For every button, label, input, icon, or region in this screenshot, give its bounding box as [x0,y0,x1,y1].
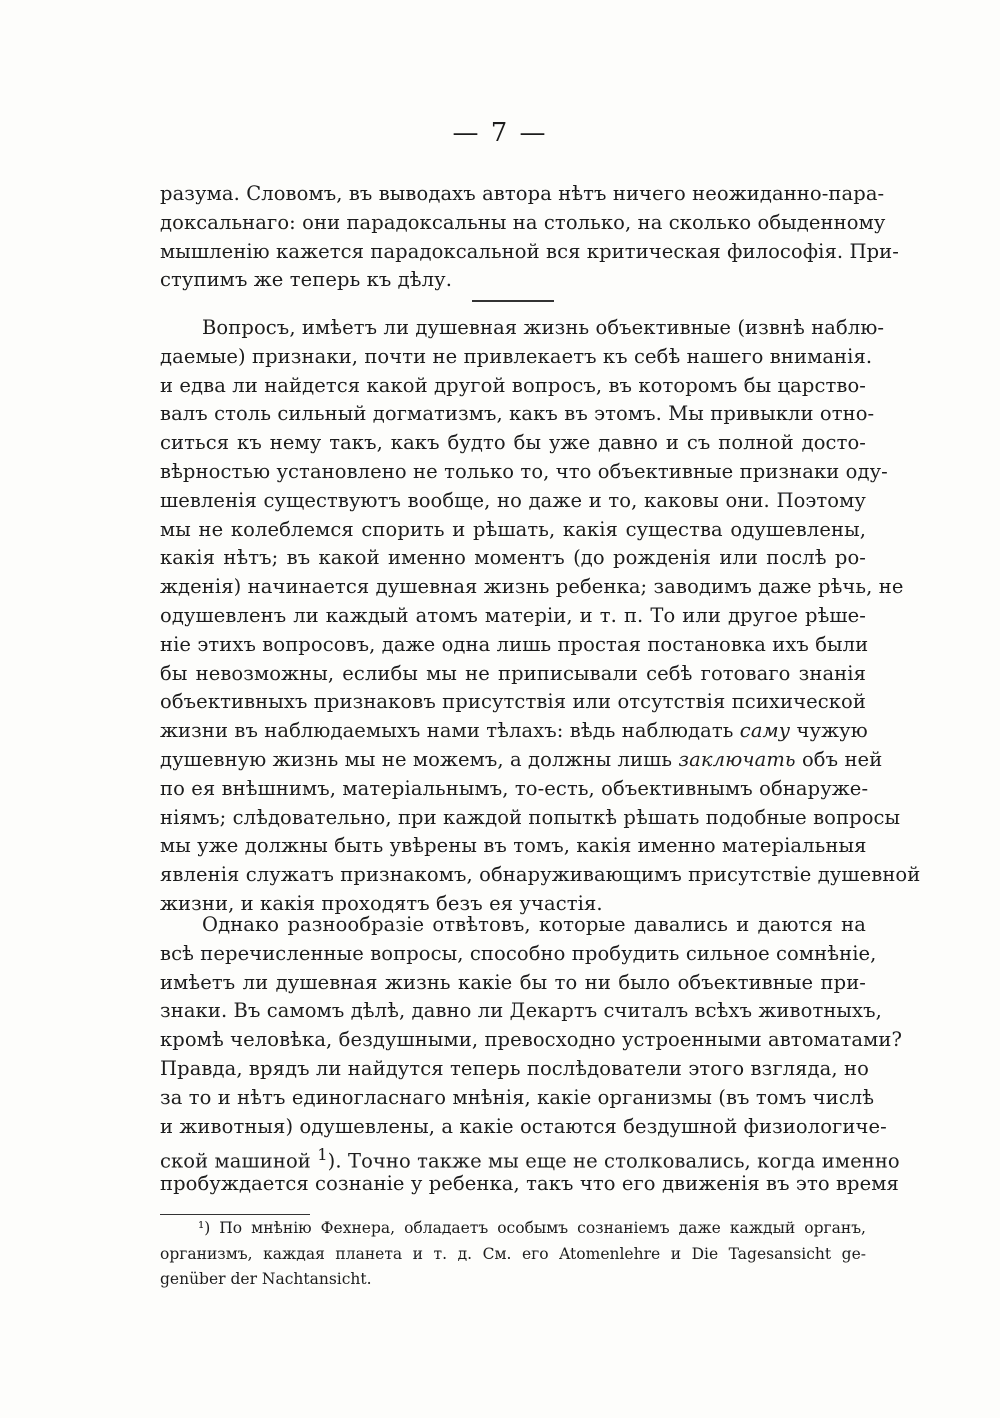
text-line: за то и нѣтъ единогласнаго мнѣнія, какіе организмы (въ томъ числѣ [160,1085,875,1109]
text-line: шевленія существуютъ вообще, но даже и то, каковы они. Поэтому [160,488,866,512]
text-line: мышленію кажется парадоксальной вся критическая философія. При- [160,239,899,263]
footnote-text: По мнѣнію Фехнера, обладаетъ особымъ сознаніемъ даже каждый органъ, [219,1219,866,1237]
text-line: вѣрностью установлено не только то, что объективные признаки оду- [160,459,888,483]
text-line: какія нѣтъ; въ какой именно моментъ (до рожденія или послѣ ро- [160,546,866,570]
text-line: знаки. Въ самомъ дѣлѣ, давно ли Декартъ считалъ всѣхъ животныхъ, [160,999,882,1023]
text-line [160,1141,900,1173]
text-line: и животныя) одушевлены, а какіе остаются бездушной физиологиче- [160,1114,887,1138]
text-line: одушевленъ ли каждый атомъ матеріи, и т. п. То или другое рѣше- [160,603,866,627]
text-line: мы не колеблемся спорить и рѣшать, какія существа одушевлены, [160,517,866,541]
text-line: валъ столь сильный догматизмъ, какъ въ этомъ. Мы привыкли отно- [160,402,875,426]
text-segment: чужую [796,719,868,743]
text-line: ситься къ нему такъ, какъ будто бы уже давно и съ полной досто- [160,431,866,455]
text-segment: объ ней [801,747,883,771]
text-line: доксальнаго: они парадоксальны на столько, на сколько обыденному [160,210,886,234]
text-line [160,746,883,775]
text-line: явленія служатъ признакомъ, обнаруживающимъ присутствіе душевной [160,863,921,887]
text-line: ступимъ же теперь къ дѣлу. [160,268,453,292]
text-segment: жизни въ наблюдаемыхъ нами тѣлахъ: вѣдь наблюдать [160,719,734,743]
text-line: жденія) начинается душевная жизнь ребенка; заводимъ даже рѣчь, не [160,575,904,599]
text-line: по ея внѣшнимъ, матеріальнымъ, то-есть, объективнымъ обнаруже- [160,776,869,800]
text-line: ніямъ; слѣдовательно, при каждой попыткѣ рѣшать подобные вопросы [160,805,901,829]
intro-paragraph [160,180,899,295]
text-line: Однако разнообразіе отвѣтовъ, которые давались и даются на [202,913,866,936]
footnote-rule [160,1214,310,1215]
footnote-marker: ¹) [198,1219,211,1237]
text-line: пробуждается сознаніе у ребенка, такъ что его движенія въ это время [160,1172,899,1196]
footnote-line: genüber der Nachtansicht. [160,1270,372,1288]
text-segment: ). Точно также мы еще не столковались, когда именно [327,1149,900,1173]
footnote-ref: 1 [317,1145,328,1165]
text-line: имѣетъ ли душевная жизнь какіе бы то ни было объективные при- [160,970,866,994]
text-line: жизни, и какія проходятъ безъ ея участія. [160,891,603,915]
text-line: ніе этихъ вопросовъ, даже одна лишь простая постановка ихъ были [160,632,869,656]
text-segment: ской машиной [160,1149,311,1173]
italic-word: заключать [678,747,796,771]
footnote-line: организмъ, каждая планета и т. д. См. его Atomenlehre и Die Tagesansicht ge- [160,1244,866,1263]
text-line: Правда, врядъ ли найдутся теперь послѣдователи этого взгляда, но [160,1056,869,1080]
text-line: объективныхъ признаковъ присутствія или отсутствія психической [160,690,866,714]
paragraph-1 [160,314,921,919]
text-line: Вопросъ, имѣетъ ли душевная жизнь объективные (извнѣ наблю- [202,316,885,339]
text-line: мы уже должны быть увѣрены въ томъ, какія именно матеріальныя [160,834,867,858]
text-segment: душевную жизнь мы не можемъ, а должны лишь [160,747,673,771]
text-line: кромѣ человѣка, бездушными, превосходно устроенными автоматами? [160,1028,903,1052]
text-line: всѣ перечисленные вопросы, способно пробудить сильное сомнѣніе, [160,941,877,965]
text-line: разума. Словомъ, въ выводахъ автора нѣтъ ничего неожиданно-пара- [160,182,885,205]
text-line: и едва ли найдется какой другой вопросъ, въ которомъ бы царство- [160,373,866,397]
section-separator [472,300,554,302]
italic-word: саму [739,719,791,743]
paragraph-2 [160,911,903,1199]
page-number: — 7 — [452,118,548,148]
text-line: даемые) признаки, почти не привлекаетъ къ себѣ нашего вниманія. [160,344,873,368]
text-line: бы невозможны, еслибы мы не приписывали себѣ готоваго знанія [160,661,866,685]
text-line [160,717,866,746]
footnote-line [160,1216,866,1242]
footnote [160,1216,866,1293]
